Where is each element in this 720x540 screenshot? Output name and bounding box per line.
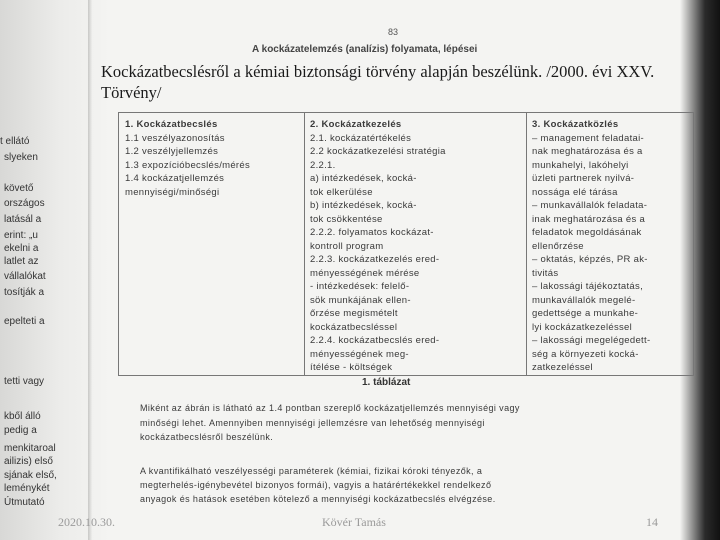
table-cell-line: ítélése - költségek (310, 362, 393, 373)
table-cell-line: 2. Kockázatkezelés (310, 119, 402, 130)
left-page-fragment: ailizis) első (4, 456, 53, 467)
left-page-fragment: országos (4, 198, 45, 209)
table-cell-line: 1.2 veszélyjellemzés (125, 146, 219, 157)
table-cell-line: üzleti partnerek nyilvá- (532, 173, 635, 184)
table-cell-line: mennyiségi/minőségi (125, 186, 220, 198)
table-cell-line: őrzése megismételt (310, 308, 398, 319)
table-cell-line: 1.3 expozícióbecslés/mérés (125, 159, 251, 171)
left-page-fragment: erint: „u (4, 230, 38, 241)
table-cell-line: 2.2 kockázatkezelési stratégia (310, 146, 446, 157)
left-page-fragment: tetti vagy (4, 376, 45, 387)
table-cell-line: tok elkerülése (310, 186, 373, 198)
table-column-risk-communication (526, 113, 693, 375)
table-cell-line: – management feladatai- (532, 132, 644, 144)
paragraph-line: minőségi lehet. Amennyiben mennyiségi jellemzésre van lehetőség mennyiségi (140, 418, 485, 428)
table-cell-line: 2.1. kockázatértékelés (310, 132, 412, 144)
table-cell-line: – munkavállalók feladata- (532, 200, 648, 211)
table-cell-line: tivitás (532, 267, 559, 279)
slide-title: Kockázatbecslésről a kémiai biztonsági törvény alapján beszélünk. /2000. évi XXV. Törvény/ (101, 62, 655, 102)
process-table (118, 112, 694, 376)
paragraph-line: megterhelés-igénybevétel bizonyos formái), vagyis a határértékekkel rendelkező (140, 480, 492, 490)
table-column-risk-assessment (119, 113, 305, 375)
table-cell-line: inak meghatározása és a (532, 213, 646, 225)
paragraph-line: Miként az ábrán is látható az 1.4 pontban szereplő kockázatjellemzés mennyiségi vagy (140, 403, 520, 413)
table-cell-line: – oktatás, képzés, PR ak- (532, 254, 648, 265)
table-cell-line: 2.2.2. folyamatos kockázat- (310, 227, 434, 238)
table-cell-line: 1.4 kockázatjellemzés (125, 173, 225, 184)
table-cell-line: ellenőrzése (532, 240, 584, 252)
left-page-fragment: ekelni a (4, 243, 39, 254)
page-number: 83 (388, 27, 399, 37)
table-cell-line: – lakossági megelégedett- (532, 335, 651, 346)
footer-slide-number: 14 (646, 515, 658, 529)
table-cell-line: – lakossági tájékoztatás, (532, 281, 644, 292)
table-cell-line: a) intézkedések, kocká- (310, 173, 417, 184)
table-cell-line: zatkezeléssel (532, 362, 593, 373)
left-page-fragment: t ellátó (0, 136, 30, 147)
table-cell-line: b) intézkedések, kocká- (310, 200, 417, 211)
left-page-fragment: tosítják a (4, 287, 45, 298)
left-page-fragment: Útmutató (4, 497, 45, 508)
table-cell-line: gedettsége a munkahe- (532, 308, 639, 319)
table-cell-line: munkavállalók megelé- (532, 294, 636, 306)
section-header: A kockázatelemzés (analízis) folyamata, lépései (252, 44, 478, 55)
table-cell-line: kockázatbecsléssel (310, 321, 398, 333)
table-cell-line: sök munkájának ellen- (310, 294, 411, 306)
table-cell-line: 2.2.3. kockázatkezelés ered- (310, 254, 440, 265)
left-page-fragment: kből álló (4, 411, 41, 422)
table-cell-line: nossága elé tárása (532, 186, 618, 198)
table-cell-line: feladatok megoldásának (532, 227, 642, 238)
paragraph-line: kockázatbecslésről beszélünk. (140, 432, 274, 442)
left-page-fragment: slyeken (4, 152, 38, 163)
left-page-fragments (0, 0, 90, 540)
table-column-risk-management (304, 113, 527, 375)
table-cell-line: kontroll program (310, 240, 384, 252)
left-page-fragment: latlet az (4, 256, 39, 267)
left-page-fragment: vállalókat (4, 271, 46, 282)
left-page-fragment: leménykét (4, 483, 50, 494)
table-cell-line: tok csökkentése (310, 213, 383, 225)
table-caption: 1. táblázat (362, 377, 411, 388)
left-page-fragment: epelteti a (4, 316, 45, 327)
left-page-fragment: latásál a (4, 214, 42, 225)
left-page-fragment: követő (4, 183, 34, 194)
table-cell-line: - intézkedések: felelő- (310, 281, 410, 292)
footer-date: 2020.10.30. (58, 515, 115, 529)
paragraph-line: anyagok és hatások esetében kötelező a mennyiségi kockázatbecslés elvégzése. (140, 494, 496, 504)
footer-author: Kövér Tamás (322, 515, 386, 529)
table-cell-line: ség a környezeti kocká- (532, 348, 639, 360)
table-cell-line: lyi kockázatkezeléssel (532, 321, 633, 333)
left-page-fragment: sjának első, (4, 470, 57, 481)
paragraph-line: A kvantifikálható veszélyességi paraméterek (kémiai, fizikai kóroki tényezők, a (140, 466, 483, 476)
table-cell-line: 2.2.4. kockázatbecslés ered- (310, 335, 440, 346)
table-cell-line: munkahelyi, lakóhelyi (532, 159, 629, 171)
left-page-fragment: menkitaroal (4, 443, 56, 454)
table-cell-line: ményességének mérése (310, 267, 420, 279)
table-cell-line: 2.2.1. (310, 159, 336, 171)
table-cell-line: 3. Kockázatközlés (532, 119, 619, 130)
left-page-fragment: pedig a (4, 425, 37, 436)
table-cell-line: 1. Kockázatbecslés (125, 119, 218, 130)
table-cell-line: ményességének meg- (310, 348, 409, 360)
table-cell-line: nak meghatározása és a (532, 146, 643, 157)
table-cell-line: 1.1 veszélyazonosítás (125, 132, 225, 144)
